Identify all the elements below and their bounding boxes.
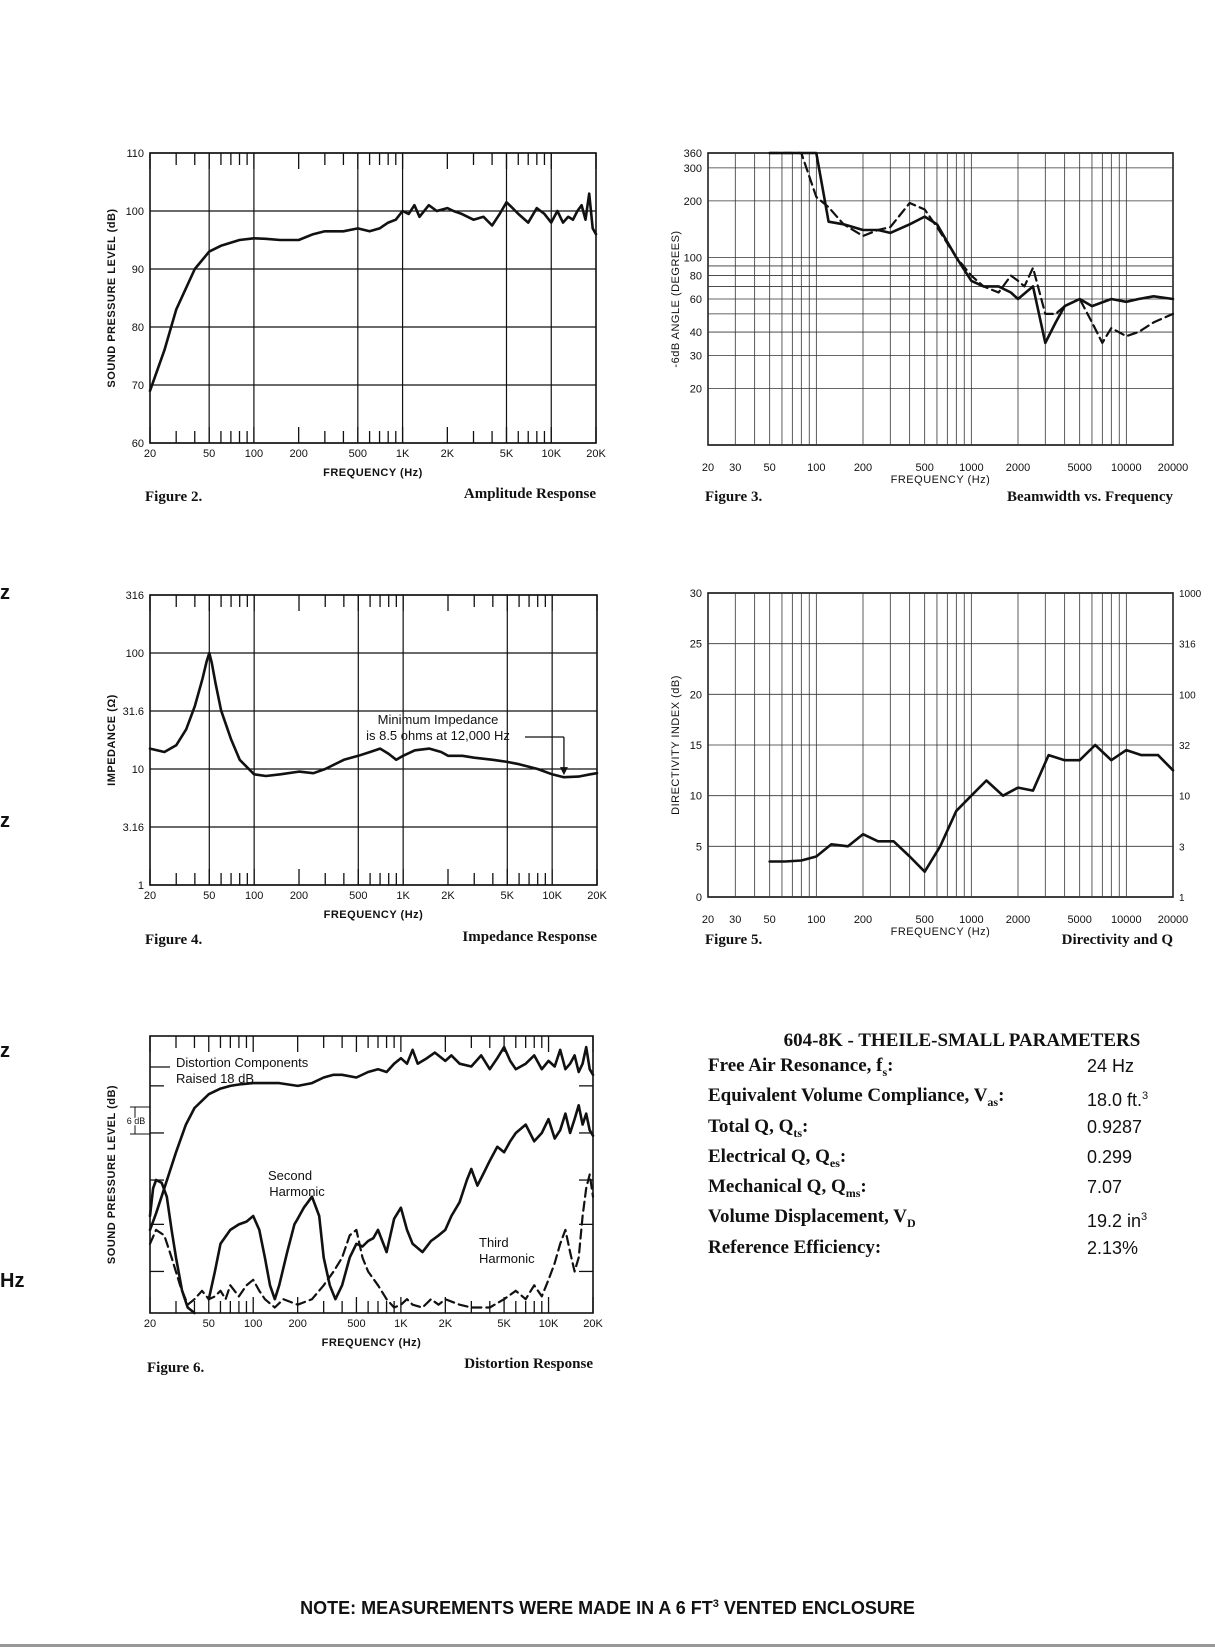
fig3-y-tick-label: 360 [683,148,702,160]
parameter-label [708,1205,1087,1235]
parameter-label [708,1084,1087,1114]
fig6-annotation-second-harmonic: Second [267,1168,313,1183]
fig5-x-tick-label: 20000 [1157,914,1189,926]
parameter-label-text: Reference Efficiency: [708,1236,882,1258]
parameter-value-text: 0.299 [1087,1146,1133,1167]
fig4-x-tick-label: 20 [143,890,157,902]
parameters-list [708,1054,1178,1260]
fig3-y-tick-label: 30 [689,350,702,363]
fig2-x-tick-label: 50 [203,448,216,460]
parameter-row [708,1175,1178,1205]
fig5-y2-tick-label: 10 [1179,791,1191,803]
fig6-series-line [150,1175,593,1308]
fig2-x-tick-label: 20K [586,448,606,460]
parameter-value-superscript: 3 [1142,1090,1149,1103]
fig4-x-tick-label: 20K [587,890,607,902]
fig3-y-tick-label: 200 [683,195,702,208]
fig4-y-tick-label: 1 [137,880,144,892]
margin-mark: z [0,582,10,604]
fig4-y-tick-label: 31.6 [122,706,144,719]
fig4-y-tick-label: 10 [131,763,144,776]
margin-mark: Hz [0,1270,25,1292]
fig3-x-tick-label: 2000 [1005,462,1031,474]
fig2-x-tick-label: 2K [440,448,455,460]
fig3-y-tick-label: 20 [689,383,702,396]
parameter-subscript: es [829,1155,840,1170]
fig4-caption: Figure 4. [145,932,203,948]
fig2-title: Amplitude Response [463,486,596,502]
fig6-caption: Figure 6. [147,1360,205,1376]
fig2-x-tick-label: 10K [541,448,562,460]
fig5-y-tick-label: 25 [689,638,702,651]
fig3-x-tick-label: 10000 [1111,462,1142,474]
fig2-x-tick-label: 1K [395,448,410,460]
fig4-x-tick-label: 500 [349,890,368,902]
fig2-x-tick-label: 20 [143,448,157,460]
parameter-colon: : [839,1145,847,1167]
fig5-y2-tick-label: 3 [1179,842,1185,854]
fig5-x-tick-label: 5000 [1067,914,1092,926]
fig6-series-line [150,1180,195,1313]
parameter-row [708,1054,1178,1084]
note-text: NOTE: MEASUREMENTS WERE MADE IN A 6 FT [300,1598,713,1618]
fig6-series-line [209,1105,593,1299]
fig2-plot-frame [150,153,596,443]
parameter-value [1087,1175,1122,1205]
fig6-x-tick-label: 2K [438,1318,453,1330]
parameter-value [1087,1145,1132,1175]
fig4-annotation-line1: Minimum Impedance [377,712,499,727]
parameter-subscript: D [906,1216,916,1231]
fig5-x-tick-label: 50 [763,914,776,926]
fig6-scale-label: 6 dB [126,1116,146,1126]
fig4-x-tick-label: 200 [289,890,309,902]
fig5-y-tick-label: 10 [689,790,702,803]
page-bottom-rule [0,1644,1215,1647]
fig3-title: Beamwidth vs. Frequency [1007,489,1173,505]
fig2-x-tick-label: 500 [348,448,368,460]
fig4-y-tick-label: 3.16 [122,822,144,835]
fig3-y-axis-label: -6dB ANGLE (DEGREES) [670,230,682,368]
fig5-y-tick-label: 30 [689,588,702,600]
fig3-x-tick-label: 20 [701,462,715,474]
fig6-x-axis-label: FREQUENCY (Hz) [321,1337,422,1349]
fig6-x-tick-label: 20K [583,1318,603,1330]
fig4-x-tick-label: 2K [441,890,455,902]
parameter-label-text: Free Air Resonance, f [708,1055,883,1076]
parameter-colon: : [860,1176,867,1198]
parameter-value [1087,1084,1148,1114]
margin-mark: z [0,1040,10,1062]
fig3-x-tick-label: 50 [763,462,776,474]
fig3-y-tick-label: 300 [683,162,702,175]
fig3-x-tick-label: 1000 [959,462,984,474]
fig6-annotation-second-harmonic: Harmonic [269,1184,325,1199]
parameter-row [708,1205,1178,1235]
fig4-title: Impedance Response [462,929,597,945]
fig5-y-axis-label: DIRECTIVITY INDEX (dB) [670,675,682,815]
fig3-x-tick-label: 5000 [1067,462,1092,474]
fig4-y-axis-label: IMPEDANCE (Ω) [106,694,118,786]
parameter-row [708,1236,1178,1261]
fig6-x-tick-label: 50 [202,1318,215,1330]
parameter-subscript: ts [793,1125,803,1140]
fig3-y-tick-label: 40 [689,327,702,340]
fig4-annotation-arrowhead [560,767,568,775]
fig5-x-tick-label: 1000 [959,914,984,926]
fig4-x-tick-label: 5K [500,890,515,902]
parameter-row [708,1084,1178,1114]
fig6-x-tick-label: 500 [347,1318,366,1330]
parameter-label [708,1175,1087,1205]
fig2-series-line [150,194,596,391]
fig5-y-tick-label: 15 [689,740,702,752]
fig4-y-tick-label: 316 [125,590,144,602]
parameter-subscript: as [987,1095,999,1110]
note-superscript: 3 [712,1598,719,1610]
fig3-x-tick-label: 500 [915,462,934,474]
parameter-colon: : [998,1085,1005,1107]
fig2-x-axis-label: FREQUENCY (Hz) [323,467,423,479]
fig3-x-tick-label: 100 [807,462,826,474]
fig5-x-tick-label: 10000 [1111,914,1142,926]
fig5-x-tick-label: 500 [915,914,934,926]
fig2-x-tick-label: 200 [289,448,308,460]
fig4-y-tick-label: 100 [125,647,144,660]
fig6-x-tick-label: 20 [143,1318,157,1330]
fig5-y-tick-label: 20 [689,689,702,702]
parameter-label-text: Volume Displacement, V [708,1206,907,1228]
parameter-value-text: 19.2 in [1087,1211,1142,1232]
parameter-value-text: 24 Hz [1087,1056,1135,1076]
parameter-value-superscript: 3 [1141,1211,1148,1224]
fig2-y-tick-label: 80 [131,322,144,334]
parameter-value [1087,1115,1142,1145]
fig5-y2-tick-label: 1000 [1179,589,1202,600]
fig6-y-axis-label: SOUND PRESSURE LEVEL (dB) [106,1084,118,1265]
fig5-y-tick-label: 0 [695,892,702,904]
fig6-x-tick-label: 10K [538,1318,559,1330]
thiele-small-parameters [708,1030,1178,1260]
parameter-value-text: 18.0 ft. [1087,1090,1143,1111]
parameter-row [708,1145,1178,1175]
parameter-label-text: Total Q, Q [708,1115,794,1137]
parameters-title: 604-8K - THEILE-SMALL PARAMETERS [783,1030,1141,1051]
fig5-x-tick-label: 30 [729,914,742,926]
parameter-label-text: Electrical Q, Q [708,1145,830,1167]
fig4-annotation-line2: is 8.5 ohms at 12,000 Hz [366,728,510,743]
fig5-y2-tick-label: 32 [1179,741,1191,752]
fig5-y2-tick-label: 316 [1179,639,1196,651]
fig5-title: Directivity and Q [1061,932,1173,948]
parameter-subscript: ms [845,1185,861,1200]
parameter-subscript: s [882,1064,888,1079]
parameter-value [1087,1205,1147,1235]
fig2-caption: Figure 2. [145,489,203,505]
parameter-value [1087,1236,1138,1261]
fig2-y-tick-label: 60 [131,438,144,450]
fig5-y-tick-label: 5 [695,841,702,854]
fig3-y-tick-label: 100 [683,252,702,265]
fig2-y-tick-label: 100 [125,206,144,218]
fig5-x-axis-label: FREQUENCY (Hz) [890,926,991,938]
parameter-label-text: Mechanical Q, Q [708,1176,846,1198]
parameter-value-text: 2.13% [1087,1237,1139,1258]
fig6-annotation-third-harmonic: Third [479,1235,509,1250]
fig4-series-line [150,653,597,777]
fig3-y-tick-label: 80 [689,270,702,283]
fig6-annotation-third-harmonic: Harmonic [479,1251,535,1266]
fig6-x-tick-label: 100 [244,1318,263,1330]
fig5-caption: Figure 5. [705,932,763,948]
fig5-y2-tick-label: 1 [1179,893,1185,904]
fig3-x-tick-label: 200 [853,462,873,474]
fig6-x-tick-label: 5K [497,1318,511,1330]
fig4-x-tick-label: 50 [203,890,216,902]
fig5-x-tick-label: 200 [853,914,873,926]
fig4-x-tick-label: 100 [244,890,264,902]
enclosure-note [0,1598,1215,1619]
fig4-x-axis-label: FREQUENCY (Hz) [323,909,424,921]
parameter-colon: : [802,1115,809,1137]
margin-mark: z [0,810,10,832]
parameter-label [708,1115,1087,1145]
fig3-caption: Figure 3. [705,489,763,505]
parameter-label-text: Equivalent Volume Compliance, V [708,1085,988,1107]
fig3-x-tick-label: 30 [729,462,742,474]
fig6-annotation-components: Distortion Components [176,1055,309,1070]
fig2-x-tick-label: 100 [244,448,264,460]
parameter-label [708,1054,1087,1084]
fig2-y-axis-label: SOUND PRESSURE LEVEL (dB) [106,208,118,388]
fig3-x-tick-label: 20000 [1157,462,1189,474]
fig5-y2-tick-label: 100 [1179,690,1196,702]
fig2-y-tick-label: 90 [131,264,144,276]
fig6-x-tick-label: 200 [288,1318,307,1330]
fig2-y-tick-label: 70 [131,380,144,392]
fig4-x-tick-label: 1K [396,890,410,902]
fig5-x-tick-label: 100 [807,914,826,926]
fig5-x-tick-label: 2000 [1005,914,1031,926]
fig6-title: Distortion Response [464,1356,593,1372]
parameter-row [708,1115,1178,1145]
parameter-value [1087,1054,1134,1084]
note-text-end: VENTED ENCLOSURE [718,1598,915,1618]
parameter-label [708,1236,1087,1261]
fig2-y-tick-label: 110 [126,148,144,160]
parameter-value-text: 0.9287 [1087,1116,1143,1137]
fig3-x-axis-label: FREQUENCY (Hz) [890,474,991,486]
fig5-x-tick-label: 20 [701,914,715,926]
fig4-x-tick-label: 10K [542,890,562,902]
fig3-y-tick-label: 60 [689,294,702,306]
parameter-label [708,1145,1087,1175]
fig6-x-tick-label: 1K [394,1318,408,1330]
fig2-x-tick-label: 5K [499,448,514,460]
parameter-value-text: 7.07 [1087,1177,1123,1198]
parameter-colon: : [887,1055,894,1076]
fig6-annotation-components: Raised 18 dB [176,1071,255,1086]
